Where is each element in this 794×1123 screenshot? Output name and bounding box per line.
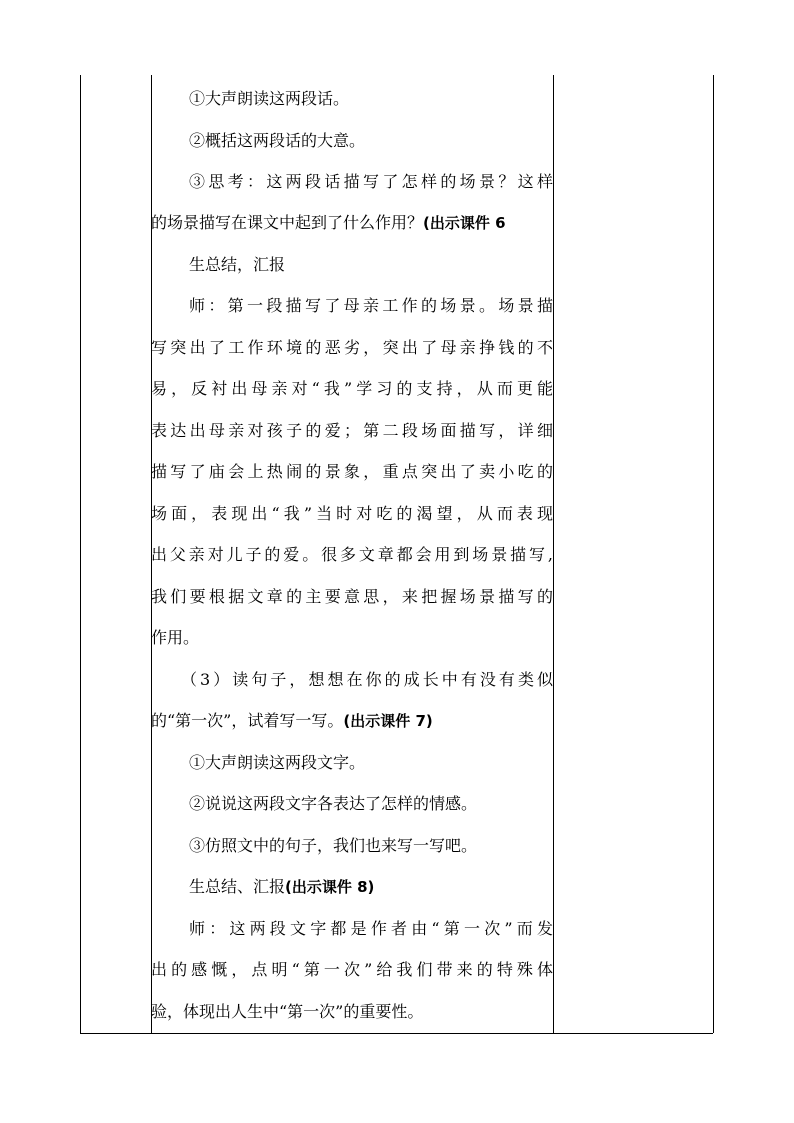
- table-left-border: [80, 75, 81, 1033]
- paragraph-emotions: ②说说这两段文字各表达了怎样的情感。: [189, 794, 478, 813]
- paragraph-read-aloud: ①大声朗读这两段话。: [189, 89, 350, 108]
- teacher-paragraph-line5: 描写了庙会上热闹的景象，重点突出了卖小吃的: [151, 462, 553, 481]
- teacher-paragraph-line7: 出父亲对儿子的爱。很多文章都会用到场景描写,: [151, 545, 553, 564]
- teacher-paragraph-line9: 作用。: [151, 628, 200, 647]
- courseware-ref-8: (出示课件 8): [285, 878, 375, 896]
- teacher-closing-line3: 验，体现出人生中“第一次”的重要性。: [151, 1002, 424, 1021]
- table-bottom-border: [80, 1033, 713, 1034]
- paragraph-think-line2-text: 的场景描写在课文中起到了什么作用？: [151, 213, 424, 232]
- paragraph-summarize: ②概括这两段话的大意。: [189, 131, 366, 150]
- paragraph-think-line2: [151, 213, 553, 233]
- paragraph-student-summary: 生总结，汇报: [189, 255, 286, 274]
- paragraph-student-report-text: 生总结、汇报: [189, 877, 286, 896]
- paragraph-student-report: [151, 877, 591, 897]
- sentence-task-line2-text: 的“第一次”，试着写一写。: [151, 711, 344, 730]
- teacher-closing-line1: 师：这两段文字都是作者由“第一次”而发: [189, 919, 553, 938]
- paragraph-think-line1: ③思考：这两段话描写了怎样的场景？这样: [189, 172, 553, 191]
- table-right-border: [713, 75, 714, 1033]
- teacher-paragraph-line4: 表达出母亲对孩子的爱；第二段场面描写，详细: [151, 421, 553, 440]
- teacher-closing-line2: 出的感慨，点明“第一次”给我们带来的特殊体: [151, 960, 553, 979]
- paragraph-read-text: ①大声朗读这两段文字。: [189, 753, 366, 772]
- teacher-paragraph-line3: 易，反衬出母亲对“我”学习的支持，从而更能: [151, 379, 553, 398]
- sentence-task-line1: （3）读句子，想想在你的成长中有没有类似: [181, 670, 553, 689]
- teacher-paragraph-line1: 师：第一段描写了母亲工作的场景。场景描: [189, 296, 553, 315]
- teacher-paragraph-line6: 场面，表现出“我”当时对吃的渴望，从而表现: [151, 504, 553, 523]
- teacher-paragraph-line2: 写突出了工作环境的恶劣，突出了母亲挣钱的不: [151, 338, 553, 357]
- sentence-task-line2: [151, 711, 553, 731]
- courseware-ref-7: (出示课件 7): [343, 712, 433, 730]
- teacher-paragraph-line8: 我们要根据文章的主要意思，来把握场景描写的: [151, 587, 553, 606]
- paragraph-imitate: ③仿照文中的句子，我们也来写一写吧。: [189, 836, 478, 855]
- courseware-ref-6: (出示课件 6: [423, 214, 506, 232]
